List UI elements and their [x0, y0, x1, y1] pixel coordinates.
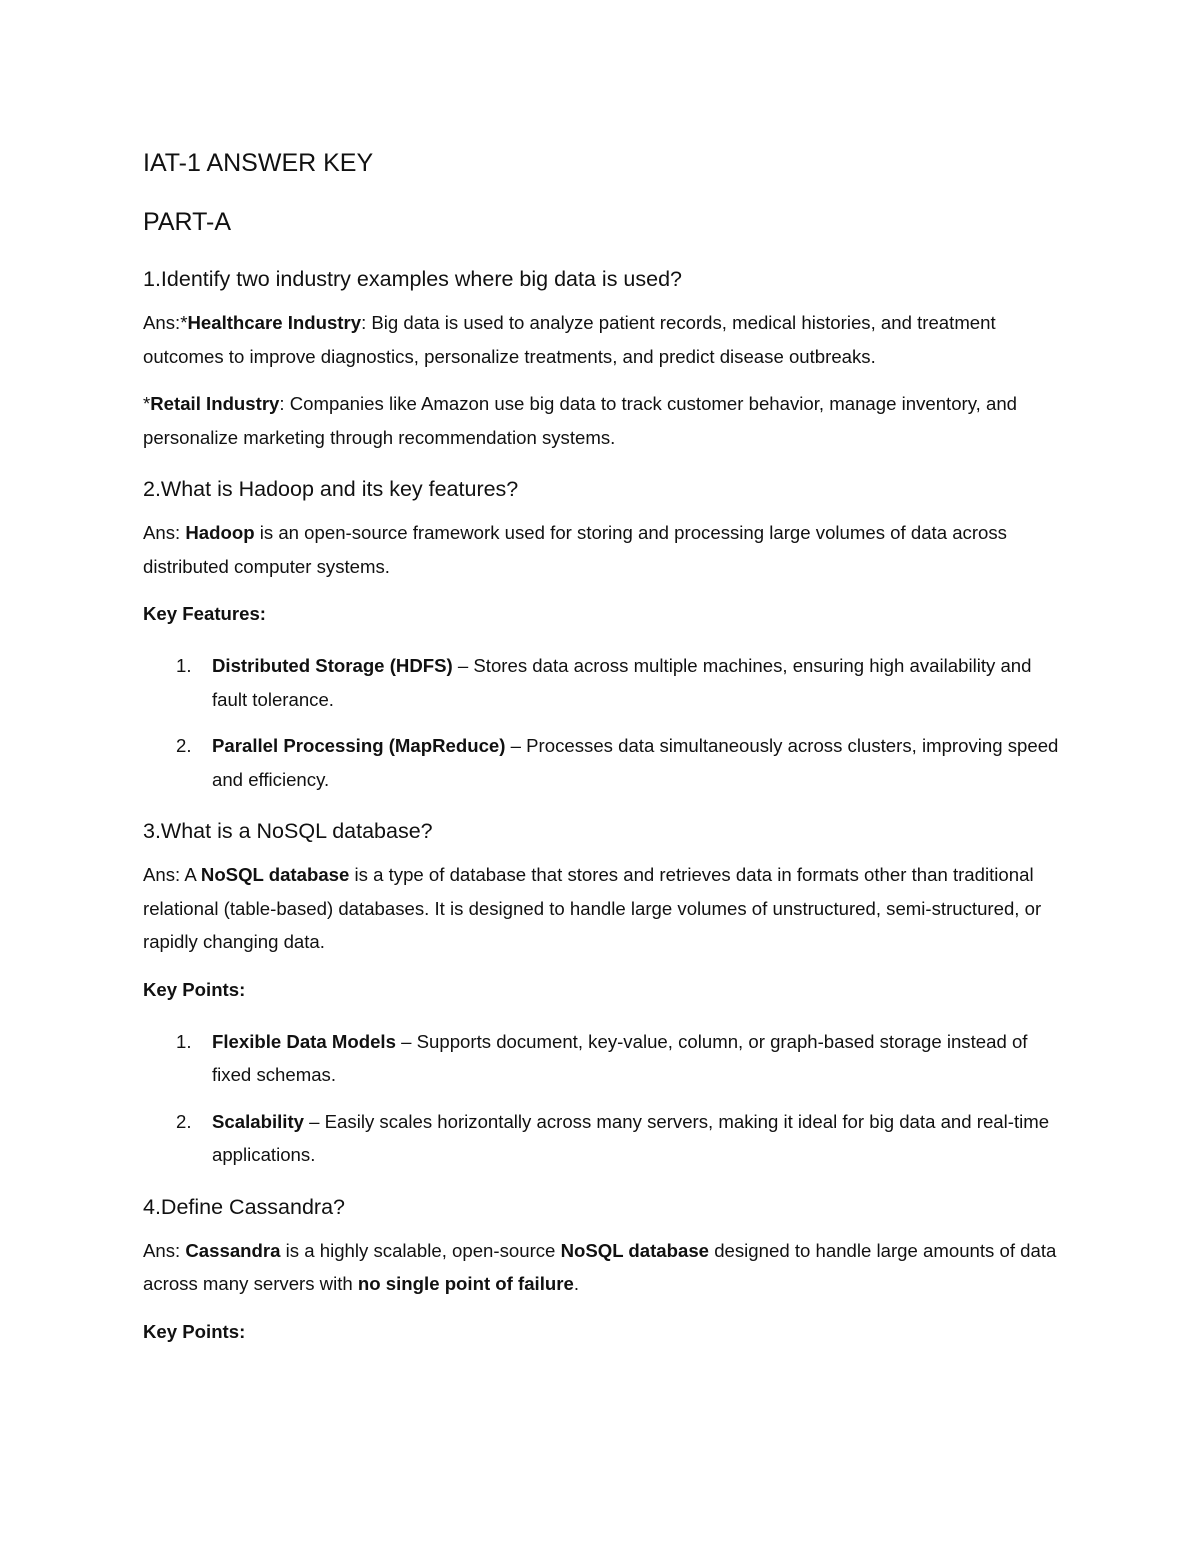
nosql-term: NoSQL database — [560, 1239, 710, 1261]
ans-prefix: Ans: — [143, 522, 186, 543]
part-heading: PART-A — [143, 208, 231, 236]
q2-answer — [143, 516, 1063, 583]
list-number: 1. — [176, 655, 192, 677]
cassandra-text-c: . — [573, 1273, 579, 1295]
list-item — [143, 1105, 1063, 1172]
list-text: – Stores data across multiple machines, ensuring high availability and fault tolerance. — [212, 655, 1032, 710]
nosql-term: NoSQL database — [200, 864, 350, 886]
list-text: – Supports document, key-value, column, or graph-based storage instead of fixed schemas. — [212, 1030, 1028, 1086]
doc-title: IAT-1 ANSWER KEY — [143, 149, 374, 177]
retail-prefix: * — [143, 393, 151, 414]
list-item — [143, 1025, 1063, 1092]
healthcare-term: Healthcare Industry — [187, 312, 362, 333]
q1-answer-retail — [143, 387, 1063, 454]
list-term: Flexible Data Models — [212, 1030, 396, 1052]
hadoop-text: is an open-source framework used for storing and processing large volumes of data across distributed computer systems. — [143, 522, 1007, 577]
hadoop-term: Hadoop — [185, 522, 255, 543]
ans-prefix: Ans: A — [143, 864, 201, 886]
ans-prefix: Ans:* — [143, 312, 188, 333]
cassandra-text-a: is a highly scalable, open-source — [280, 1239, 561, 1261]
q2-key-label: Key Features: — [143, 603, 266, 624]
list-term: Parallel Processing (MapReduce) — [212, 735, 506, 757]
list-number: 1. — [176, 1030, 192, 1052]
retail-term: Retail Industry — [150, 393, 280, 414]
question-3: 3.What is a NoSQL database? — [143, 819, 433, 844]
cassandra-text-b: designed to handle large amounts of data across many servers with — [143, 1239, 1057, 1295]
question-2: 2.What is Hadoop and its key features? — [143, 477, 519, 501]
no-spof-term: no single point of failure — [357, 1273, 574, 1295]
list-term: Distributed Storage (HDFS) — [212, 655, 453, 677]
q3-points-list — [143, 1025, 1063, 1172]
q4-answer — [143, 1234, 1063, 1301]
cassandra-term: Cassandra — [185, 1239, 281, 1261]
q1-answer-healthcare — [143, 306, 1063, 373]
list-number: 2. — [176, 735, 192, 757]
nosql-text: is a type of database that stores and retrieves data in formats other than traditional relational (table-based) databases. It is designed to handle large volumes of unstructured, semi-structured, or rapidly changing data. — [143, 864, 1042, 953]
list-text: – Easily scales horizontally across many servers, making it ideal for big data and real-time applications. — [212, 1110, 1050, 1166]
document-content — [143, 140, 1063, 1367]
question-1: 1.Identify two industry examples where big data is used? — [143, 267, 682, 291]
q3-answer — [143, 858, 1063, 959]
q4-key-label: Key Points: — [143, 1320, 246, 1342]
q3-key-label: Key Points: — [143, 978, 246, 1000]
list-term: Scalability — [212, 1110, 304, 1132]
list-item — [143, 729, 1063, 796]
healthcare-text: : Big data is used to analyze patient records, medical histories, and treatment outcomes to improve diagnostics, personalize treatments, and predict disease outbreaks. — [143, 312, 996, 367]
question-4: 4.Define Cassandra? — [143, 1194, 345, 1219]
list-item — [143, 649, 1063, 716]
q2-feature-list — [143, 649, 1063, 796]
list-text: – Processes data simultaneously across clusters, improving speed and efficiency. — [212, 735, 1059, 790]
ans-prefix: Ans: — [143, 1239, 186, 1261]
list-number: 2. — [176, 1110, 192, 1132]
retail-text: : Companies like Amazon use big data to track customer behavior, manage inventory, and personalize marketing through recommendation systems. — [143, 393, 1018, 448]
